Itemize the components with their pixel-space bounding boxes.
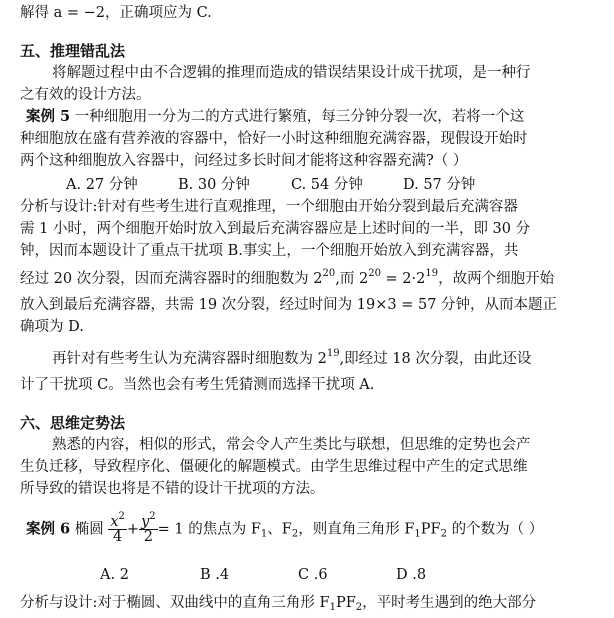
option-a: A. 2	[100, 567, 129, 583]
paragraph-line: 将解题过程中由不合逻辑的推理而造成的错误结果设计成干扰项，是一种行	[52, 65, 531, 81]
paragraph-line: 两个这种细胞放入容器中，问经过多长时间才能将这种容器充满?（ ）	[20, 153, 468, 169]
paragraph-line: 熟悉的内容，相似的形式，常会令人产生类比与联想，但思维的定势也会产	[52, 437, 531, 453]
section-5-heading: 五、推理错乱法	[20, 42, 126, 60]
case-6-line: 案例 6 椭圆 $\frac{x^2}{4}$ + $\frac{y^2}{2}$ = 1 的焦点为 $F_1$、$F_2$，则直角三角形 $F_1PF_2$ 的个数为（ ）	[26, 511, 544, 545]
fraction-y2-over-2: $\frac{y^2}{2}$	[141, 511, 156, 545]
math-line: 分析与设计:对于椭圆、双曲线中的直角三角形 $F_1PF_2$，平时考生遇到的绝大部分	[20, 595, 537, 613]
section-6-heading: 六、思维定势法	[20, 414, 126, 432]
option-a: A. 27 分钟	[66, 177, 138, 193]
fraction-x2-over-4: $\frac{x^2}{4}$	[110, 511, 125, 545]
intro-line: 解得 a = −2，正确项应为 C.	[20, 5, 212, 21]
paragraph-line: 钟，因而本题设计了重点干扰项 B.事实上，一个细胞开始放入到充满容器，共	[20, 243, 519, 259]
paragraph-line: 之有效的设计方法。	[20, 87, 151, 103]
case-5-text: 一种细胞用一分为二的方式进行繁殖，每三分钟分裂一次，若将一个这	[70, 109, 525, 125]
paragraph-line: 放入到最后充满容器，共需 19 次分裂，经过时间为 19×3 = 57 分钟，从而本题正	[20, 297, 558, 313]
case-6-options	[100, 566, 426, 584]
paragraph-line: 计了干扰项 C。当然也会有考生凭猜测而选择干扰项 A.	[20, 377, 375, 393]
math-line: 经过 20 次分裂，因而充满容器时的细胞数为 $2^{20}$,而 $2^{20} = 2\cdot 2^{19}$，故两个细胞开始	[20, 268, 555, 287]
paragraph-line: 分析与设计:针对有些考生进行直观推理，一个细胞由开始分裂到最后充满容器	[20, 199, 518, 215]
case-5-options	[66, 176, 475, 194]
option-c: C. 54 分钟	[291, 177, 363, 193]
paragraph-line: 需 1 小时，两个细胞开始时放入到最后充满容器应是上述时间的一半，即 30 分	[20, 221, 531, 237]
math-line: 再针对有些考生认为充满容器时细胞数为 $2^{19}$,即经过 18 次分裂，由此还设	[52, 348, 532, 367]
paragraph-line: 确项为 D.	[20, 319, 84, 335]
option-d: D. 57 分钟	[403, 177, 476, 193]
paragraph-line: 生负迁移，导致程序化、僵硬化的解题模式。由学生思维过程中产生的定式思维	[20, 459, 528, 475]
paragraph-line: 所导致的错误也将是不错的设计干扰项的方法。	[20, 481, 325, 497]
option-c: C .6	[298, 567, 328, 583]
case-5-label: 案例 5	[26, 108, 71, 125]
paragraph-line: 种细胞放在盛有营养液的容器中，恰好一小时这种细胞充满容器，现假设开始时	[20, 131, 528, 147]
case-6-label: 案例 6	[26, 520, 71, 538]
option-b: B. 30 分钟	[178, 177, 250, 193]
option-b: B .4	[200, 567, 230, 583]
case-5-line	[26, 108, 524, 126]
option-d: D .8	[396, 567, 427, 583]
